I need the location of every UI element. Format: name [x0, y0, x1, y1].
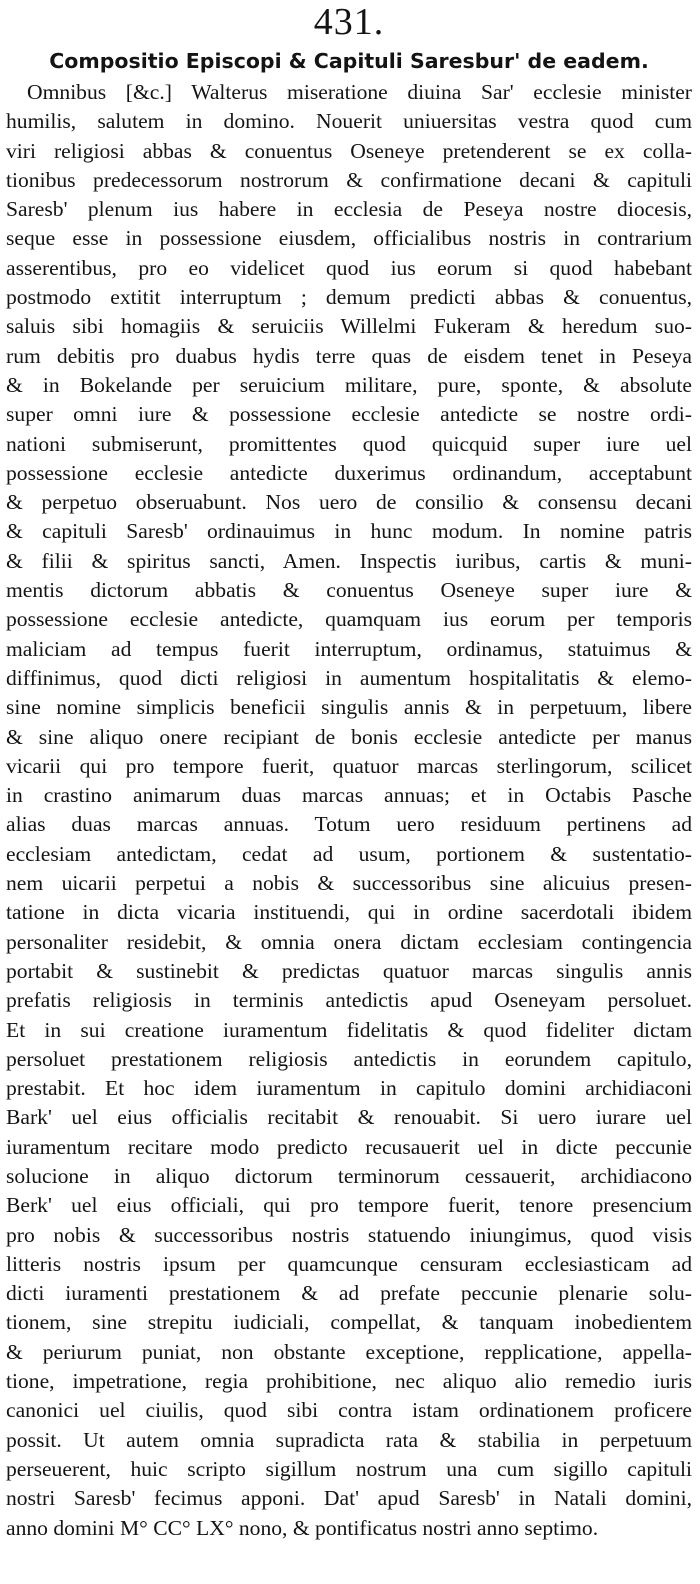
text-line: litteris nostris ipsum per quamcunque censuram ecclesiasticam ad	[6, 1251, 692, 1276]
charter-text	[6, 78, 692, 1543]
text-line: personaliter residebit, & omnia onera dictam ecclesiam contingencia	[6, 929, 692, 954]
text-line: tatione in dicta vicaria instituendi, qui in ordine sacerdotali ibidem	[6, 900, 692, 925]
text-line: anno domini M° CC° LX° nono, & pontificatus nostri anno septimo.	[6, 1515, 599, 1540]
text-line: humilis, salutem in domino. Nouerit uniuersitas vestra quod cum	[6, 109, 692, 134]
text-line: tionem, sine strepitu iudiciali, compellat, & tanquam inobedientem	[6, 1310, 692, 1335]
text-line: solucione in aliquo dictorum terminorum cessauerit, archidiacono	[6, 1163, 692, 1188]
text-line: tione, impetratione, regia prohibitione, nec aliquo alio remedio iuris	[6, 1369, 692, 1394]
text-line: Saresb' plenum ius habere in ecclesia de Peseya nostre diocesis,	[6, 197, 692, 222]
text-line: Omnibus [&c.] Walterus miseratione diuina Sar' ecclesie minister	[27, 80, 692, 104]
text-line: prefatis religiosis in terminis antedictis apud Oseneyam persoluet.	[6, 988, 692, 1013]
text-line: sine nomine simplicis beneficii singulis annis & in perpetuum, libere	[6, 695, 692, 720]
text-line: ecclesiam antedictam, cedat ad usum, portionem & sustentatio-	[6, 841, 692, 866]
text-line: possit. Ut autem omnia supradicta rata & stabilia in perpetuum	[6, 1427, 692, 1452]
text-line: & sine aliquo onere recipiant de bonis ecclesie antedicte per manus	[6, 724, 692, 749]
text-line: in crastino animarum duas marcas annuas; et in Octabis Pasche	[6, 783, 692, 808]
text-line: persoluet prestationem religiosis antedictis in eorundem capitulo,	[6, 1046, 692, 1071]
text-line: prestabit. Et hoc idem iuramentum in capitulo domini archidiaconi	[6, 1076, 692, 1101]
text-line: diffinimus, quod dicti religiosi in aumentum hospitalitatis & elemo-	[6, 665, 692, 690]
text-line: viri religiosi abbas & conuentus Oseneye pretenderent se ex colla-	[6, 138, 692, 163]
text-line: nationi submiserunt, promittentes quod quicquid super iure uel	[6, 431, 692, 456]
text-line: possessione ecclesie antedicte duxerimus ordinandum, acceptabunt	[6, 460, 692, 485]
text-line: nem uicarii perpetui a nobis & successoribus sine alicuius presen-	[6, 871, 692, 896]
text-line: asserentibus, pro eo videlicet quod ius eorum si quod habebant	[6, 255, 692, 280]
text-line: saluis sibi homagiis & seruiciis Willelmi Fukeram & heredum suo-	[6, 314, 692, 339]
entry-number: 431.	[313, 1, 385, 43]
text-line: rum debitis pro duabus hydis terre quas de eisdem tenet in Peseya	[6, 343, 692, 368]
text-line: maliciam ad tempus fuerit interruptum, ordinamus, statuimus &	[6, 636, 692, 661]
text-line: Bark' uel eius officialis recitabit & renouabit. Si uero iurare uel	[6, 1105, 692, 1130]
text-line: possessione ecclesie antedicte, quamquam ius eorum per temporis	[6, 607, 692, 632]
text-line: pro nobis & successoribus nostris statuendo iniungimus, quod visis	[6, 1222, 692, 1247]
text-line: Et in sui creatione iuramentum fidelitatis & quod fideliter dictam	[6, 1017, 692, 1042]
text-line: tionibus predecessorum nostrorum & confirmatione decani & capituli	[6, 167, 692, 192]
text-line: vicarii qui pro tempore fuerit, quatuor marcas sterlingorum, scilicet	[6, 753, 692, 778]
text-line: perseuerent, huic scripto sigillum nostrum una cum sigillo capituli	[6, 1456, 692, 1481]
text-line: & filii & spiritus sancti, Amen. Inspectis iuribus, cartis & muni-	[6, 548, 692, 573]
text-line: Berk' uel eius officiali, qui pro tempore fuerit, tenore presencium	[6, 1193, 692, 1218]
text-line: super omni iure & possessione ecclesie antedicte se nostre ordi-	[6, 402, 692, 427]
entry-heading: Compositio Episcopi & Capituli Saresbur' de eadem.	[49, 49, 649, 73]
text-line: & periurum puniat, non obstante exceptione, repplicatione, appella-	[6, 1339, 692, 1364]
text-line: & capituli Saresb' ordinauimus in hunc modum. In nomine patris	[6, 519, 692, 544]
text-line: alias duas marcas annuas. Totum uero residuum pertinens ad	[6, 812, 692, 837]
text-line: & perpetuo obseruabunt. Nos uero de consilio & consensu decani	[6, 490, 692, 515]
text-line: seque esse in possessione eiusdem, officialibus nostris in contrarium	[6, 226, 692, 251]
text-line: postmodo extitit interruptum ; demum predicti abbas & conuentus,	[6, 285, 692, 310]
text-line: iuramentum recitare modo predicto recusauerit uel in dicte peccunie	[6, 1134, 692, 1159]
text-line: & in Bokelande per seruicium militare, pure, sponte, & absolute	[6, 372, 692, 397]
text-line: canonici uel ciuilis, quod sibi contra istam ordinationem proficere	[6, 1398, 692, 1423]
text-line: nostri Saresb' fecimus apponi. Dat' apud Saresb' in Natali domini,	[6, 1486, 692, 1511]
text-line: mentis dictorum abbatis & conuentus Oseneye super iure &	[6, 578, 692, 603]
text-line: portabit & sustinebit & predictas quatuor marcas singulis annis	[6, 958, 692, 983]
text-line: dicti iuramenti prestationem & ad prefate peccunie plenarie solu-	[6, 1281, 692, 1306]
